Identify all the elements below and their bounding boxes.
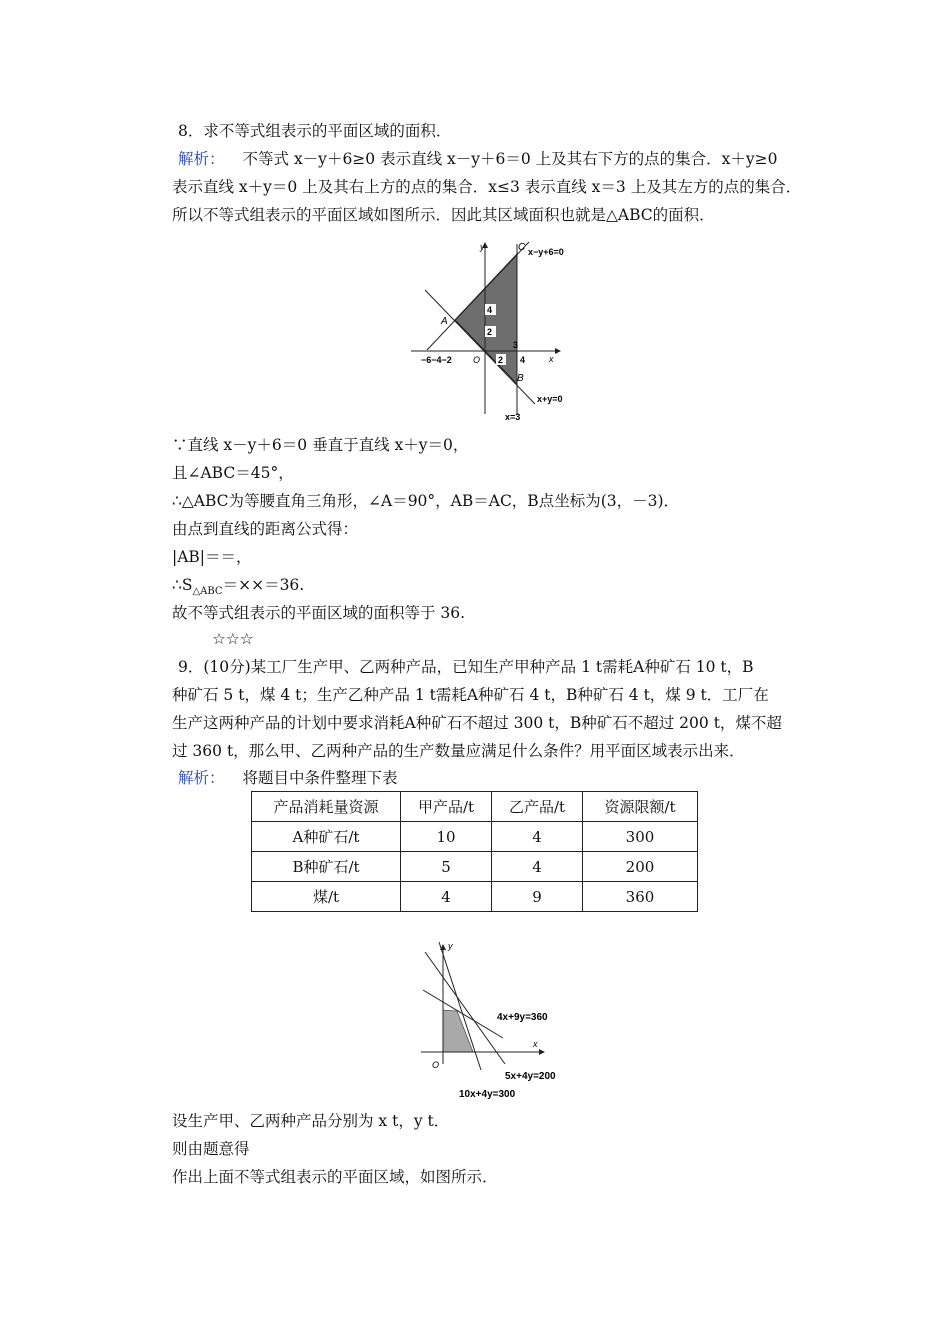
q8-step4: 由点到直线的距离公式得： — [172, 520, 359, 538]
point-label-a: A — [441, 316, 448, 327]
origin-label: O — [432, 1060, 440, 1070]
table-cell: 9 — [492, 882, 583, 912]
axis-label-y: y — [480, 242, 485, 252]
table-cell: 300 — [583, 822, 698, 852]
q9-text-line4: 过 360 t，那么甲、乙两种产品的生产数量应满足什么条件？用平面区域表示出来． — [172, 742, 745, 760]
line-label-b: x+y=0 — [537, 394, 563, 404]
x-tick-4: 4 — [520, 355, 526, 365]
resource-table — [251, 791, 698, 912]
q8-solution-line2: 表示直线 x＋y＝0 上及其右上方的点的集合．x≤3 表示直线 x＝3 上及其左方的点的集合． — [172, 178, 802, 196]
table-cell: 4 — [492, 822, 583, 852]
figure-production-region — [415, 938, 585, 1102]
q9-text-line3: 生产这两种产品的计划中要求消耗A种矿石不超过 300 t，B种矿石不超过 200 t，煤不超 — [172, 714, 782, 732]
solution-label: 解析： — [178, 769, 225, 787]
x-axis-arrow — [539, 1049, 545, 1055]
q8-conclusion: 故不等式组表示的平面区域的面积等于 36. — [172, 604, 466, 622]
table-cell: A种矿石/t — [252, 822, 401, 852]
table-header-row — [252, 792, 698, 822]
table-cell: 煤/t — [252, 882, 401, 912]
table-cell: 200 — [583, 852, 698, 882]
y-tick-4: 4 — [487, 305, 493, 315]
table-header-cell: 资源限额/t — [583, 792, 698, 822]
q8-solution-line3: 所以不等式组表示的平面区域如图所示．因此其区域面积也就是△ABC的面积． — [172, 206, 715, 224]
line-label-c: x−y+6=0 — [528, 247, 564, 257]
shaded-region-abc — [455, 254, 517, 384]
q9-after-line3: 作出上面不等式组表示的平面区域，如图所示． — [172, 1168, 498, 1186]
table-row — [252, 822, 698, 852]
point-label-c: C — [518, 242, 526, 253]
table-header-cell: 乙产品/t — [492, 792, 583, 822]
line-label-b: 5x+4y=200 — [505, 1071, 556, 1082]
x-tick-3: 3 — [513, 340, 519, 350]
table-cell: B种矿石/t — [252, 852, 401, 882]
point-label-b: B — [517, 373, 524, 384]
q8-step2: 且∠ABC＝45°， — [172, 464, 294, 482]
table-row — [252, 882, 698, 912]
y-tick-2: 2 — [487, 327, 493, 337]
figure-feasible-triangle — [405, 238, 585, 424]
origin-label: O — [473, 355, 481, 365]
q9-text-line2: 种矿石 5 t，煤 4 t；生产乙种产品 1 t需耗A种矿石 4 t，B种矿石 4 t，煤 9 t．工厂在 — [172, 686, 769, 704]
table-cell: 4 — [492, 852, 583, 882]
table-header-cell: 产品消耗量资源 — [252, 792, 401, 822]
q8-step5: |AB|＝＝， — [172, 548, 252, 566]
q8-title: 8．求不等式组表示的平面区域的面积． — [178, 122, 452, 140]
solution-label: 解析： — [178, 150, 225, 168]
line-label-a: 10x+4y=300 — [459, 1089, 516, 1100]
table-cell: 360 — [583, 882, 698, 912]
line-label-x3: x=3 — [505, 412, 521, 422]
q9-text-line1: 9．(10分)某工厂生产甲、乙两种产品，已知生产甲种产品 1 t需耗A种矿石 10 t，B — [178, 658, 754, 676]
q9-after-line2: 则由题意得 — [172, 1140, 250, 1158]
table-row — [252, 852, 698, 882]
q9-solution-intro: 解析： 将题目中条件整理下表 — [178, 769, 398, 787]
table-cell: 10 — [401, 822, 492, 852]
table-cell: 4 — [401, 882, 492, 912]
q8-step3: ∴△ABC为等腰直角三角形，∠A＝90°，AB＝AC，B点坐标为(3，－3)． — [172, 492, 680, 510]
difficulty-stars: ☆☆☆ — [212, 630, 254, 648]
table-header-cell: 甲产品/t — [401, 792, 492, 822]
q8-step6: $\therefore S_{\triangle ABC}=\times\times=36$. — [172, 576, 305, 598]
x-tick-2: 2 — [498, 355, 504, 365]
q9-after-line1: 设生产甲、乙两种产品分别为 x t，y t． — [172, 1112, 450, 1130]
q8-solution-line1: 解析： 不等式 x－y＋6≥0 表示直线 x－y＋6＝0 上及其右下方的点的集合．x＋y≥0 — [178, 150, 778, 168]
table-cell: 5 — [401, 852, 492, 882]
x-axis-arrow — [555, 348, 561, 354]
line-label-coal: 4x+9y=360 — [497, 1012, 548, 1023]
x-tick-negatives: −6−4−2 — [421, 355, 452, 365]
axis-label-y: y — [448, 941, 453, 951]
q8-step1: ∵直线 x－y＋6＝0 垂直于直线 x＋y＝0， — [172, 436, 469, 454]
axis-label-x: x — [533, 1039, 538, 1049]
axis-label-x: x — [549, 354, 554, 364]
